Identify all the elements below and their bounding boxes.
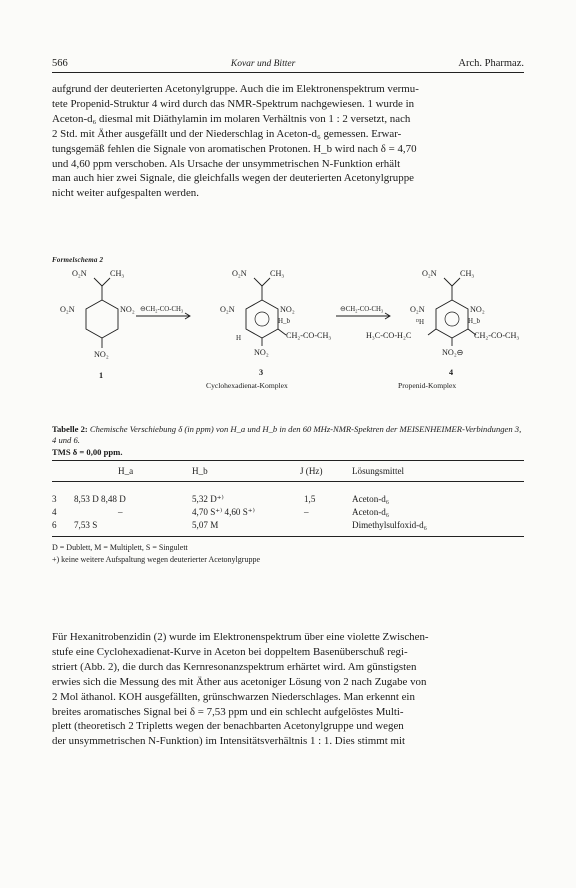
table-row-hb: 5,32 D⁺⁾ [192,494,224,504]
reaction-scheme [40,262,540,392]
table-rule-top [52,460,524,461]
table-row-ha: 8,53 D 8,48 D [74,494,126,504]
table-row-solvent: Aceton-d₆ [352,494,390,504]
nitro-bottom-label: NO₂ [254,348,269,357]
text-line: 2 Mol äthanol. KOH ausgefällten, grünschwarzen Niederschlages. Man erkennt ein [52,690,415,703]
nitro-bottom-label: NO₂ [94,350,109,359]
nitro-right-label: NO₂ [470,305,485,314]
text-line: erwies sich die Messung des mit Äther aus acetoniger Lösung von 2 nach Zugabe von [52,675,427,688]
text-line: stufe eine Cyclohexadienat-Kurve in Aceton bei doppeltem Basenüberschuß regi- [52,645,408,658]
col-header-ha: H_a [118,466,134,476]
text-line: Aceton-d₆ diesmal mit Diäthylamin im molaren Verhältnis von 1 : 2 versetzt, nach [52,112,411,125]
benzene-ring-1 [86,300,118,338]
table-caption-text: Chemische Verschiebung δ (in ppm) von H_a und H_b in den 60 MHz-NMR-Spektren der MEISENHEIMER-Verbindungen 3, 4 und 6. [52,424,522,445]
nitro-left-label: O₂N [220,305,235,314]
text-line: plett (theoretisch 2 Tripletts wegen der benachbarten Acetonylgruppe und wegen [52,720,404,733]
table-row-hb: 4,70 S⁺⁾ 4,60 S⁺⁾ [192,507,255,517]
methyl-label: CH₃ [460,269,475,278]
table-rule-mid [52,481,524,482]
caption-cyclohexadienate: Cyclohexadienat-Komplex [206,381,288,390]
table-caption [52,424,524,446]
propenide-ring-4 [436,300,468,338]
table-row-compound: 4 [52,507,57,517]
dh-label: ᴰH [416,318,425,326]
acetonyl-label: CH₂-CO-CH₃ [286,331,332,340]
journal-name: Arch. Pharmaz. [458,58,524,69]
hb-label: H_b [468,317,481,325]
table-row-solvent: Dimethylsulfoxid-d₆ [352,520,427,530]
table-row-ha: – [118,507,123,517]
paragraph-1 [52,82,524,201]
compound-label-3: 3 [259,368,264,377]
nitro-left-label: O₂N [410,305,425,314]
table-row-hb: 5,07 M [192,520,219,530]
text-line: breites aromatisches Signal bei δ = 7,53 ppm und ein schlecht aufgelöstes Multi- [52,705,404,718]
page-number: 566 [52,58,68,69]
cyclohexadienate-ring-3 [246,300,278,338]
table-row-ha: 7,53 S [74,520,98,530]
table-row-compound: 3 [52,494,57,504]
text-line: tete Propenid-Struktur 4 wird durch das NMR-Spektrum nachgewiesen. 1 wurde in [52,97,415,110]
nitro-left-label: O₂N [60,305,75,314]
text-line: und 4,60 ppm verschoben. Als Ursache der unsymmetrischen N-Funktion erhält [52,157,401,170]
table-caption-label: Tabelle 2: [52,424,88,434]
reagent-label: ⊖CH₂-CO-CH₃ [340,306,384,313]
table-footnote-plus: +) keine weitere Aufspaltung wegen deuterierter Acetonylgruppe [52,555,260,564]
methyl-label: CH₃ [270,269,285,278]
nitro-right-label: NO₂ [280,305,295,314]
nitronate-label: NO₂⊖ [442,348,464,357]
methyl-label: CH₃ [110,269,125,278]
text-line: nicht weiter aufgespalten werden. [52,187,199,200]
reagent-label: ⊖CH₂-CO-CH₃ [140,306,184,313]
nitro-right-label: NO₂ [120,305,135,314]
col-header-solvent: Lösungsmittel [352,466,405,476]
table-rule-bottom [52,536,524,537]
text-line: man auch hier zwei Signale, die gleichfalls wegen der deuterierten Acetonylgruppe [52,172,414,185]
col-header-j: J (Hz) [300,466,323,476]
page-header [52,58,524,69]
nitro-n-label: O₂N [422,269,437,278]
acetonyl-left-label: H₃C-CO-H₂C [366,331,412,340]
running-authors: Kovar und Bitter [230,59,296,69]
caption-propenide: Propenid-Komplex [398,381,457,390]
table-row-solvent: Aceton-d₆ [352,507,390,517]
compound-label-1: 1 [99,371,104,380]
text-line: tungsgemäß fehlen die Signale von aromatischen Protonen. H_b wird nach δ = 4,70 [52,142,417,155]
table-row-j: – [304,507,309,517]
text-line: Für Hexanitrobenzidin (2) wurde im Elektronenspektrum über eine violette Zwischen- [52,631,429,643]
nitro-n-label: O₂N [232,269,247,278]
nitro-n-label: O₂N [72,269,87,278]
acetonyl-label: CH₂-CO-CH₃ [474,331,520,340]
col-header-hb: H_b [192,466,208,476]
header-rule [52,72,524,73]
text-line: striert (Abb. 2), die durch das Kernresonanzspektrum erhärtet wird. Am günstigsten [52,660,417,673]
paragraph-2 [52,630,524,749]
hb-label: H_b [278,317,291,325]
ha-label: H [236,334,242,342]
table-footnote-abbrev: D = Dublett, M = Multiplett, S = Singulett [52,543,188,552]
table-row-compound: 6 [52,520,57,530]
text-line: aufgrund der deuterierten Acetonylgruppe. Auch die im Elektronenspektrum vermu- [52,83,419,95]
text-line: der unsymmetrischen N-Funktion) im Intensitätsverhältnis 1 : 1. Dies stimmt mit [52,735,405,748]
table-row-j: 1,5 [304,494,316,504]
text-line: 2 Std. mit Äther ausgefällt und der Niederschlag in Aceton-d₆ gemessen. Erwar- [52,127,402,140]
compound-label-4: 4 [449,368,454,377]
tms-reference: TMS δ = 0,00 ppm. [52,447,123,457]
scheme-label: Formelschema 2 [52,256,104,264]
